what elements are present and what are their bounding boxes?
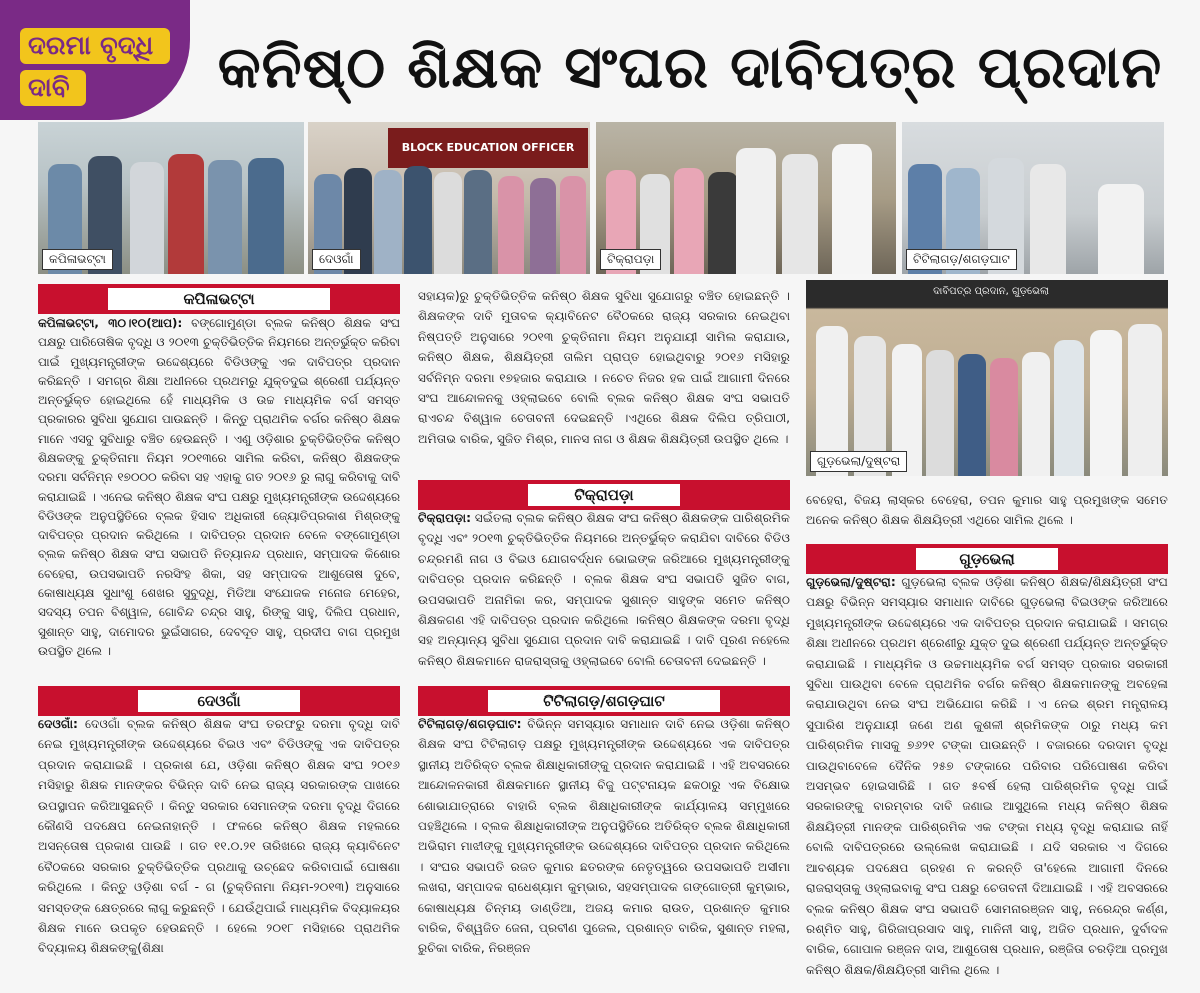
article-deogaon: [38, 714, 400, 986]
dateline: ଟିକ୍ରାପଡ଼ା:: [418, 511, 471, 525]
photo-caption: କପିଳାଭଟ୍ଟା: [42, 249, 113, 270]
tag-line-2: ଦାବି: [28, 73, 70, 103]
dateline: ଟିଟିଲାଗଡ଼/ଶଗଡ଼ଘାଟ:: [418, 717, 522, 731]
section-title: ଗୁଡ଼ଭେଲା: [959, 550, 1015, 568]
section-header-deogaon: [38, 686, 400, 716]
photo-caption: ଗୁଡ଼ଭେଲା/ଦୁଷ୍ଟରା: [810, 451, 907, 472]
article-body: ଗୁଡ଼ଭେଲା ବ୍ଲକ ଓଡ଼ିଶା କନିଷ୍ଠ ଶିକ୍ଷକ/ଶିକ୍ଷୟିତ୍ରୀ ସଂଘ ପକ୍ଷରୁ ବିଭିନ୍ନ ସମସ୍ୟାର ସମାଧାନ ଦାବିରେ ଗୁଡ଼ଭେଲା ବିଇଓଙ୍କ ଜରିଆରେ ମୁଖ୍ୟମନ୍ତ୍ରୀଙ୍କ ଉଦ୍ଦେଶ୍ୟରେ ଏକ ଦାବିପତ୍ର ପ୍ରଦାନ କରାଯାଇଛି । ସମଗ୍ର ଶିକ୍ଷା ଅଧୀନରେ ପ୍ରଥମ ଶ୍ରେଣୀରୁ ଯୁକ୍ତ ଦୁଇ ଶ୍ରେଣୀ ପର୍ଯ୍ୟନ୍ତ ଅନ୍ତର୍ଭୁକ୍ତ କରାଯାଇଛି । ମାଧ୍ୟମିକ ଓ ଉଚ୍ଚମାଧ୍ୟମିକ ବର୍ଗ ସମସ୍ତ ପ୍ରକାର ସରକାରୀ ସୁବିଧା ପାଉଥିବା ବେଳେ ପ୍ରାଥମିକ ବର୍ଗର କନିଷ୍ଠ ଶିକ୍ଷକମାନଙ୍କୁ ଅବହେଳା କରାଯାଉଥିବା ନେଇ ସଂଘ ଅଭିଯୋଗ କରିଛି । ଏ ନେଇ ଶ୍ରମ ମନ୍ତ୍ରାଳୟ ସୁପାରିଶ ଅନୁଯାୟୀ ଜଣେ ଅଣ କୁଶଳୀ ଶ୍ରମିକଙ୍କ ଠାରୁ ମଧ୍ୟ କମ ପାରିଶ୍ରମିକ ମାସକୁ ୭୬୨୧ ଟଙ୍କା ପାଉଛନ୍ତି । ବଜାରରେ ଦରଦାମ ବୃଦ୍ଧି ପାଉଥିବାବେଳେ ଦୈନିକ ୨୫୭ ଟଙ୍କାରେ ପରିବାର ପରିପୋଷଣ କରିବା ଅସମ୍ଭବ ହୋଇସାରିଛି । ଗତ ୫ବର୍ଷ ହେଲା ପାରିଶ୍ରମିକ ବୃଦ୍ଧି ପାଇଁ ସରକାରଙ୍କୁ ବାରମ୍ବାର ଦାବି ଜଣାଇ ଆସୁଥିଲେ ମଧ୍ୟ କନିଷ୍ଠ ଶିକ୍ଷକ ଶିକ୍ଷୟିତ୍ରୀ ମାନଙ୍କ ପାରିଶ୍ରମିକ ଏକ ଟଙ୍କା ମଧ୍ୟ ବୃଦ୍ଧି କରାଯାଇ ନାହିଁ ବୋଲି ଦାବିପତ୍ରରେ ଉଲ୍ଲେଖ କରାଯାଇଛି । ଯଦି ସରକାର ଏ ଦିଗରେ ଆବଶ୍ୟକ ପଦକ୍ଷେପ ଗ୍ରହଣ ନ କରନ୍ତି ତା'ହେଲେ ଆଗାମୀ ଦିନରେ ରାଜରାସ୍ତାକୁ ଓହ୍ଲାଇବାକୁ ସଂଘ ପକ୍ଷରୁ ଚେତାବନୀ ଦିଆଯାଇଛି । ଏହି ଅବସରରେ ବ୍ଲକ କନିଷ୍ଠ ଶିକ୍ଷକ ସଂଘ ସଭାପତି ସୋମନାରଞ୍ଜନ ସାହୁ, ନରେନ୍ଦ୍ର କର୍ଣ୍ଣ, ରଶ୍ମିତ ସାହୁ, ଗିରିଜାପ୍ରସାଦ ସାହୁ, ମାନିନୀ ସାହୁ, ଅଜିତ ପ୍ରଧାନ, ଦୁର୍ବାଦଳ ବାରିକ, ଗୋପାଳ ରଞ୍ଜନ ଦାସ, ଆଶୁତୋଷ ପ୍ରଧାନ, ରଞ୍ଜିତା ଚରଡ଼ିଆ ପ୍ରମୁଖ କନିଷ୍ଠ ଶିକ୍ଷକ/ଶିକ୍ଷୟିତ୍ରୀ ସାମିଲ ଥିଲେ ।: [806, 575, 1168, 977]
dateline: କପିଳାଭଟ୍ଟା, ୩୦।୧୦(ଆପ):: [38, 316, 183, 330]
section-header-tikrapada: [418, 480, 790, 510]
article-body: ବିଭିନ୍ନ ସମସ୍ୟାର ସମାଧାନ ଦାବି ନେଇ ଓଡ଼ିଶା କନିଷ୍ଠ ଶିକ୍ଷକ ସଂଘ ଟିଟିଲାଗଡ଼ ପକ୍ଷରୁ ମୁଖ୍ୟମନ୍ତ୍ରୀଙ୍କ ଉଦ୍ଦେଶ୍ୟରେ ଏକ ଦାବିପତ୍ର ସ୍ଥାନୀୟ ଅତିରିକ୍ତ ବ୍ଲକ ଶିକ୍ଷାଧିକାରୀଙ୍କୁ ପ୍ରଦାନ କରାଯାଇଛି । ଏହି ଅବସରରେ ଆନ୍ଦୋଳନକାରୀ ଶିକ୍ଷକମାନେ ସ୍ଥାନୀୟ ବିଜୁ ପଟ୍ଟନାୟକ ଛକଠାରୁ ଏକ ବିକ୍ଷୋଭ ଶୋଭାଯାତ୍ରାରେ ବାହାରି ବ୍ଲକ ଶିକ୍ଷାଧିକାରୀଙ୍କ କାର୍ଯ୍ୟାଳୟ ସମ୍ମୁଖରେ ପହଞ୍ଚିଥିଲେ । ବ୍ଲକ ଶିକ୍ଷାଧିକାରୀଙ୍କ ଅନୁପସ୍ଥିତିରେ ଅତିରିକ୍ତ ବ୍ଲକ ଶିକ୍ଷାଧିକାରୀ ଅଭିରାମ ମାଝୀଙ୍କୁ ମୁଖ୍ୟମନ୍ତ୍ରୀଙ୍କ ଉଦ୍ଦେଶ୍ୟରେ ଦାବିପତ୍ର ପ୍ରଦାନ କରିଥିଲେ । ସଂଘର ସଭାପତି ରଜତ କୁମାର ଛତରଙ୍କ ନେତୃତ୍ୱରେ ଉପସଭାପତି ଅସୀମା ଲଖରା, ସମ୍ପାଦକ ରାଧେଶ୍ୟାମ କୁମ୍ଭାର, ସହସମ୍ପାଦକ ଗଙ୍ଗୋତ୍ରୀ କୁମ୍ଭାର, କୋଷାଧ୍ୟକ୍ଷ ଚିନ୍ମୟ ଡାଣ୍ଡିଆ, ଅଜୟ କମାର ରାଉତ, ପ୍ରଶାନ୍ତ କୁମାର ବାରିକ, ବିଶ୍ୱଜିତ ଜେନା, ପ୍ରବୀଣ ପୁଜେଲ, ପ୍ରଶାନ୍ତ ବାରିକ, ସୁଶାନ୍ତ ମହଲା, ରୁଚିକା ବାରିକ, ନିରଞ୍ଜନ: [418, 717, 790, 956]
article-body: ଦେଓଗାଁ ବ୍ଲକ କନିଷ୍ଠ ଶିକ୍ଷକ ସଂଘ ତରଫରୁ ଦରମା ବୃଦ୍ଧି ଦାବି ନେଇ ମୁଖ୍ୟମନ୍ତ୍ରୀଙ୍କ ଉଦ୍ଦେଶ୍ୟରେ ବିଇଓ ଏବଂ ବିଡିଓଙ୍କୁ ଏକ ଦାବିପତ୍ର ପ୍ରଦାନ କରାଯାଇଛି । ପ୍ରକାଶ ଯେ, ଓଡ଼ିଶା କନିଷ୍ଠ ଶିକ୍ଷକ ସଂଘ ୨୦୧୬ ମସିହାରୁ ଶିକ୍ଷକ ମାନଙ୍କର ବିଭିନ୍ନ ଦାବି ନେଇ ରାଜ୍ୟ ସରକାରଙ୍କ ପାଖରେ ଉପସ୍ଥାପନ କରିଆସୁଛନ୍ତି । କିନ୍ତୁ ସରକାର ସେମାନଙ୍କ ଦରମା ବୃଦ୍ଧି ଦିଗରେ କୌଣସି ପଦକ୍ଷେପ ନେଇନାହାନ୍ତି । ଫଳରେ କନିଷ୍ଠ ଶିକ୍ଷକ ମହଲରେ ଅସନ୍ତୋଷ ପ୍ରକାଶ ପାଉଛି । ଗତ ୧୧.୦.୨୧ ତାରିଖରେ ରାଜ୍ୟ କ୍ୟାବିନେଟ ବୈଠକରେ ସରକାର ଚୁକ୍ତିଭିତ୍ତିକ ପ୍ରଥାକୁ ଉଚ୍ଛେଦ କରିବାପାଇଁ ଘୋଷଣା କରିଥିଲେ । କିନ୍ତୁ ଓଡ଼ିଶା ବର୍ଗ - ଗ (ଚୁକ୍ତିନାମା ନିୟମ-୨୦୧୩) ଅନୁସାରେ ସମସ୍ତଙ୍କ କ୍ଷେତ୍ରରେ ଲାଗୁ କରୁଛନ୍ତି । ଯେଉଁଥିପାଇଁ ମାଧ୍ୟମିକ ବିଦ୍ୟାଳୟର ଶିକ୍ଷକ ମାନେ ଉପକୃତ ହେଉଛନ୍ତି । ହେଲେ ୨୦୧୮ ମସିହାରେ ପ୍ରାଥମିକ ବିଦ୍ୟାଳୟ ଶିକ୍ଷକଙ୍କୁ(ଶିକ୍ଷା: [38, 717, 400, 956]
article-body: ବଙ୍ଗୋମୁଣ୍ଡା ବ୍ଲକ କନିଷ୍ଠ ଶିକ୍ଷକ ସଂଘ ପକ୍ଷରୁ ପାରିତୋଷିକ ବୃଦ୍ଧି ଓ ୨୦୧୩ ଚୁକ୍ତିଭିତ୍ତିକ ନିୟମରେ ଅନ୍ତର୍ଭୁକ୍ତ କରିବା ପାଇଁ ମୁଖ୍ୟମନ୍ତ୍ରୀଙ୍କ ଉଦ୍ଦେଶ୍ୟରେ ବିଡିଓଙ୍କୁ ଏକ ଦାବିପତ୍ର ପ୍ରଦାନ କରିଛନ୍ତି । ସମଗ୍ର ଶିକ୍ଷା ଅଧୀନରେ ପ୍ରଥମରୁ ଯୁକ୍ତଦୁଇ ଶ୍ରେଣୀ ପର୍ଯ୍ୟନ୍ତ ଅନ୍ତର୍ଭୁକ୍ତ ହୋଇଥିଲେ ହେଁ ମାଧ୍ୟମିକ ଓ ଉଚ୍ଚ ମାଧ୍ୟମିକ ବର୍ଗ ସମସ୍ତ ପ୍ରକାରର ସୁବିଧା ସୁଯୋଗ ପାଉଛନ୍ତି । କିନ୍ତୁ ପ୍ରାଥମିକ ବର୍ଗର କନିଷ୍ଠ ଶିକ୍ଷକ ମାନେ ଏସବୁ ସୁବିଧାରୁ ବଞ୍ଚିତ ହେଉଛନ୍ତି । ଏଣୁ ଓଡ଼ିଶାର ଚୁକ୍ତିଭିତ୍ତିକ କନିଷ୍ଠ ଶିକ୍ଷକଙ୍କୁ ଚୁକ୍ତିନାମା ନିୟମ ୨୦୧୩ରେ ସାମିଲ କରିବା, କନିଷ୍ଠ ଶିକ୍ଷକଙ୍କ ଦରମା ସର୍ବନିମ୍ନ ୧୭୦୦୦ କରିବା ସହ ଏହାକୁ ଗତ ୨୦୧୬ ରୁ ଲାଗୁ କରିବାକୁ ଦାବି କରାଯାଇଛି । ଏନେଇ କନିଷ୍ଠ ଶିକ୍ଷକ ସଂଘ ପକ୍ଷରୁ ମୁଖ୍ୟମନ୍ତ୍ରୀଙ୍କ ଉଦ୍ଦେଶ୍ୟରେ ବିଡିଓଙ୍କ ଅନୁପସ୍ଥିତିରେ ବ୍ଲକ ହିସାବ ଅଧିକାରୀ ଜ୍ୟୋତିପ୍ରକାଶ ମିଶ୍ରଙ୍କୁ ଦାବିପତ୍ର ପ୍ରଦାନ କରିଥିଲେ । ଦାବିପତ୍ର ପ୍ରଦାନ ବେଳେ ବଙ୍ଗୋମୁଣ୍ଡା ବ୍ଲକ କନିଷ୍ଠ ଶିକ୍ଷକ ସଂଘ ସଭାପତି ନିତ୍ୟାନନ୍ଦ ପ୍ରଧାନ, ସମ୍ପାଦକ କିଶୋର ବେହେରା, ଉପସଭାପତି ନରସିଂହ ଶିକା, ସହ ସମ୍ପାଦକ ଆଶୁତୋଷ ଦୁବେ, କୋଷାଧ୍ୟକ୍ଷ ସୁଧାଂଶୁ ଶେଖର ସୁବୁଦ୍ଧି, ମିଡିଆ ସଂଯୋଜକ ମନୋଜ ମେହେର, ସଦସ୍ୟ ତପନ ବିଶ୍ୱାଳ, ଗୋବିନ୍ଦ ଚନ୍ଦ୍ର ସାହୁ, ରିଙ୍କୁ ସାହୁ, ଦିଲିପ ପ୍ରଧାନ, ସୁଶାନ୍ତ ସାହୁ, ଦାମୋଦର ଭୁଇଁସାଗର, ଦେବଦୂତ ସାହୁ, ପ୍ରଦୀପ ବାଗ ପ୍ରମୁଖ ଉପସ୍ଥିତ ଥିଲେ ।: [38, 316, 400, 658]
photo-gudvella: [806, 280, 1168, 476]
section-title: ଦେଓଗାଁ: [197, 692, 241, 710]
photo-titilagarh: [902, 122, 1164, 274]
headline: କନିଷ୍ଠ ଶିକ୍ଷକ ସଂଘର ଦାବିପତ୍ର ପ୍ରଦାନ: [217, 33, 1163, 101]
article-body: ବେହେରା, ବିଜୟ ଲାସ୍କର ବେହେରା, ତପନ କୁମାର ସାହୁ ପ୍ରମୁଖଙ୍କ ସମେତ ଅନେକ କନିଷ୍ଠ ଶିକ୍ଷକ ଶିକ୍ଷୟିତ୍ରୀ ଏଥିରେ ସାମିଲ ଥିଲେ ।: [806, 493, 1168, 528]
photo-tikrapada: [596, 122, 896, 274]
article-body: ସହାୟକ)ରୁ ଚୁକ୍ତିଭିତ୍ତିକ କନିଷ୍ଠ ଶିକ୍ଷକ ସୁବିଧା ସୁଯୋଗରୁ ବଞ୍ଚିତ ହୋଇଛନ୍ତି । ଶିକ୍ଷକଙ୍କ ଦାବି ମୁତାବକ କ୍ୟାବିନେଟ ବୈଠକରେ ରାଜ୍ୟ ସରକାର ନେଇଥିବା ନିଷ୍ପତ୍ତି ଅନୁସାରେ ୨୦୧୩ ଚୁକ୍ତିନାମା ନିୟମ ଅନୁଯାୟୀ ସାମିଲ କରାଯାଉ, କନିଷ୍ଠ ଶିକ୍ଷକ, ଶିକ୍ଷୟିତ୍ରୀ ତାଲିମ ପ୍ରାପ୍ତ ହୋଇଥିବାରୁ ୨୦୧୬ ମସିହାରୁ ସର୍ବନିମ୍ନ ଦରମା ୧୭ହଜାର କରାଯାଉ । ନଚେତ ନିଜର ହକ ପାଇଁ ଆଗାମୀ ଦିନରେ ସଂଘ ଆନ୍ଦୋଳନକୁ ଓହ୍ଲାଇବେ ବୋଲି ବ୍ଲକ କନିଷ୍ଠ ଶିକ୍ଷକ ସଂଘ ସଭାପତି ରାଏଚନ୍ଦ ବିଶ୍ୱାଳ ଚେତାବନୀ ଦେଇଛନ୍ତି ।ଏଥିରେ ଶିକ୍ଷକ ଦିଲିପ ତ୍ରିପାଠୀ, ଅମିତାଭ ବାରିକ, ସୁଜିତ ମିଶ୍ର, ମାନସ ନାଗ ଓ ଶିକ୍ଷକ ଶିକ୍ଷୟିତ୍ରୀ ଉପସ୍ଥିତ ଥିଲେ ।: [418, 289, 790, 446]
office-sign: BLOCK EDUCATION OFFICER: [388, 128, 588, 168]
article-continuation-right: [806, 490, 1168, 534]
tag-line-1: ଦରମା ବୃଦ୍ଧି: [28, 31, 154, 61]
article-titilagarh: [418, 714, 790, 986]
article-tikrapada: [418, 508, 790, 680]
article-body: ସଇଁତଲା ବ୍ଲକ କନିଷ୍ଠ ଶିକ୍ଷକ ସଂଘ କନିଷ୍ଠ ଶିକ୍ଷକଙ୍କ ପାରିଶ୍ରମିକ ବୃଦ୍ଧି ଏବଂ ୨୦୧୩ ଚୁକ୍ତିଭିତ୍ତିକ ନିୟମରେ ଅନ୍ତର୍ଭୁକ୍ତ କରାଯିବା ଦାବିରେ ବିଡିଓ ଚନ୍ଦ୍ରମଣି ନାଗ ଓ ବିଇଓ ଯୋଗବର୍ଦ୍ଧନ ଭୋଇଙ୍କ ଜରିଆରେ ମୁଖ୍ୟମନ୍ତ୍ରୀଙ୍କୁ ଦାବିପତ୍ର ପ୍ରଦାନ କରିଛନ୍ତି । ବ୍ଲକ ଶିକ୍ଷକ ସଂଘ ସଭାପତି ସୁଜିତ ବାଗ, ଉପସଭାପତି ଅନାମିକା କର, ସମ୍ପାଦକ ସୁଶାନ୍ତ ସାହୁଙ୍କ ସମେତ କନିଷ୍ଠ ଶିକ୍ଷକଗଣ ଏହି ଦାବିପତ୍ର ପ୍ରଦାନ କରିଥିଲେ ।କନିଷ୍ଠ ଶିକ୍ଷକଙ୍କ ଦରମା ବୃଦ୍ଧି ସହ ଅନ୍ୟାନ୍ୟ ସୁବିଧା ସୁଯୋଗ ପ୍ରଦାନ ଦାବି କରାଯାଇଛି । ଦାବି ପୂରଣ ନହେଲେ କନିଷ୍ଠ ଶିକ୍ଷକମାନେ ରାଜରାସ୍ତାକୁ ଓହ୍ଲାଇବେ ବୋଲି ଚେତାବନୀ ଦେଇଛନ୍ତି ।: [418, 511, 790, 668]
photo-caption: ଦେଓଗାଁ: [312, 249, 361, 270]
dateline: ଗୁଡ଼ଭେଲା/ଦୁଷ୍ଟରା:: [806, 575, 896, 589]
section-header-gudvella: [806, 544, 1168, 574]
photo-caption: ଟିକ୍ରାପଡ଼ା: [600, 249, 661, 270]
article-kapilabhatta: [38, 314, 400, 676]
photo-caption: ଟିଟିଲାଗଡ଼/ଶଗଡ଼ଘାଟ: [906, 249, 1017, 270]
section-header-kapilabhatta: [38, 284, 400, 314]
section-title: ଟିଟିଲାଗଡ଼/ଶଗଡ଼ଘାଟ: [543, 692, 665, 710]
section-title: ଟିକ୍ରାପଡ଼ା: [574, 486, 634, 504]
article-gudvella: [806, 572, 1168, 986]
section-title: କପିଳାଭଟ୍ଟା: [183, 290, 255, 308]
dateline: ଦେଓଗାଁ:: [38, 717, 78, 731]
topic-tag: [0, 0, 190, 120]
section-header-titilagarh: [418, 686, 790, 716]
article-continuation-middle: [418, 286, 790, 476]
office-sign: ଦାବିପତ୍ର ପ୍ରଦାନ, ଗୁଡ଼ଭେଲା: [933, 286, 1049, 297]
photo-kapilabhatta: [38, 122, 304, 274]
photo-deogaon: [308, 122, 590, 274]
